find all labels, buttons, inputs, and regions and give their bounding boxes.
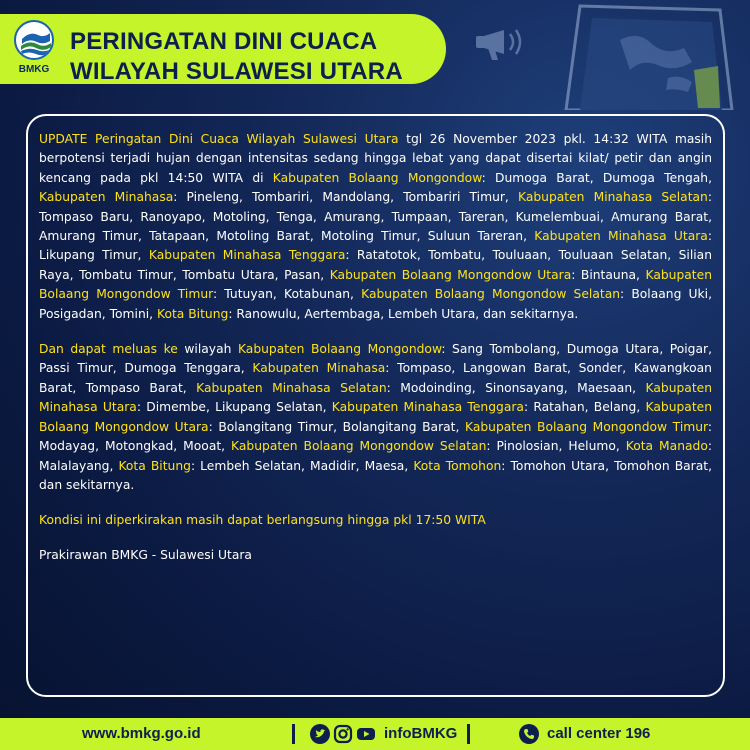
warning-text-segment: : Dumoga Barat, Dumoga Tengah, <box>481 170 713 185</box>
highlighted-region-name: Kabupaten Minahasa Tenggara <box>331 400 524 415</box>
highlighted-region-name: Kabupaten Bolaang Mongondow Selatan <box>231 439 487 454</box>
warning-paragraph-spread <box>39 340 712 495</box>
footer-divider <box>467 724 470 744</box>
warning-text-segment: : Pinolosian, Helumo, <box>486 439 626 454</box>
signature-text: Prakirawan BMKG - Sulawesi Utara <box>39 547 252 562</box>
warning-text-segment: : Bolaang Uki, Posigadan, Tomini, <box>39 287 712 321</box>
warning-text-segment: : Bolangitang Timur, Bolangitang Barat, <box>208 419 465 434</box>
warning-content-box <box>26 114 725 697</box>
highlighted-region-name: Kabupaten Minahasa Utara <box>534 229 708 244</box>
highlighted-region-name: Kabupaten Bolaang Mongondow Selatan <box>361 287 621 302</box>
logo-text: BMKG <box>18 64 50 75</box>
highlighted-region-name: Kota Bitung <box>118 458 191 473</box>
highlighted-region-name: Kabupaten Minahasa Selatan <box>196 380 387 395</box>
warning-text-segment: : Tompaso, Langowan Barat, Sonder, Kawangkoan Barat, Tompaso Barat, <box>39 361 712 395</box>
website-link[interactable]: www.bmkg.go.id <box>82 725 201 742</box>
highlighted-region-name: UPDATE Peringatan Dini Cuaca Wilayah Sulawesi Utara <box>39 132 399 146</box>
twitter-icon[interactable] <box>310 724 330 744</box>
highlighted-region-name: Kabupaten Minahasa Tenggara <box>148 248 346 263</box>
highlighted-region-name: Kabupaten Minahasa <box>39 190 174 205</box>
highlighted-region-name: Kabupaten Minahasa Selatan <box>517 190 708 205</box>
highlighted-region-name: Kabupaten Bolaang Mongondow <box>237 342 442 357</box>
condition-text: Kondisi ini diperkirakan masih dapat berlangsung hingga pkl 17:50 WITA <box>39 513 486 528</box>
title-line-1: PERINGATAN DINI CUACA <box>70 28 378 55</box>
youtube-icon[interactable] <box>356 724 376 744</box>
highlighted-region-name: Kabupaten Bolaang Mongondow Utara <box>329 267 572 282</box>
warning-text-segment: : Bintauna, <box>571 267 646 282</box>
header-banner <box>0 14 446 84</box>
highlighted-region-name: Kabupaten Minahasa <box>252 361 386 376</box>
highlighted-region-name: Kabupaten Bolaang Mongondow Timur <box>39 267 712 302</box>
highlighted-region-name: Kabupaten Bolaang Mongondow Timur <box>464 419 708 434</box>
warning-text-segment: : Malalayang, <box>39 439 713 473</box>
warning-text-segment: : Ratahan, Belang, <box>523 400 646 415</box>
warning-text-segment: : Tutuyan, Kotabunan, <box>212 287 362 302</box>
phone-megaphone-decoration <box>470 0 750 110</box>
social-handle[interactable]: infoBMKG <box>384 725 458 742</box>
warning-text-segment: : Pineleng, Tombariri, Mandolang, Tombariri Timur, <box>173 190 518 205</box>
highlighted-region-name: Kabupaten Bolaang Mongondow <box>272 170 482 185</box>
highlighted-region-name: Kota Bitung <box>157 306 229 321</box>
instagram-icon[interactable] <box>333 724 353 744</box>
warning-paragraph-current <box>39 130 712 324</box>
footer-bar <box>0 718 750 750</box>
warning-text-segment: : Dimembe, Likupang Selatan, <box>136 400 332 415</box>
highlighted-region-name: Kota Tomohon <box>413 458 502 473</box>
megaphone-icon <box>476 30 520 60</box>
bmkg-logo-emblem <box>14 20 54 60</box>
highlighted-region-name: Dan dapat meluas ke <box>39 342 178 357</box>
warning-text-segment: : Lembeh Selatan, Madidir, Maesa, <box>190 458 414 473</box>
warning-text-segment: : Ranowulu, Aertembaga, Lembeh Utara, dan sekitarnya. <box>228 306 579 321</box>
warning-text-segment: : Ratatotok, Tombatu, Touluaan, Touluaan Selatan, Silian Raya, Tombatu Timur, Tombatu Utara, Pasan, <box>39 248 713 282</box>
warning-text-segment: : Sang Tombolang, Dumoga Utara, Poigar, Passi Timur, Dumoga Tenggara, <box>39 342 712 376</box>
warning-text-segment: tgl 26 November 2023 pkl. 14:32 WITA masih berpotensi terjadi hujan dengan intensitas sedang hingga lebat yang dapat disertai kilat/ petir dan angin kencang pada pkl 14:50 WITA di <box>39 132 712 185</box>
warning-text-segment: : Modayag, Motongkad, Mooat, <box>39 419 713 454</box>
phone-map-icon <box>566 6 732 110</box>
warning-text-segment: : Tompaso Baru, Ranoyapo, Motoling, Tenga, Amurang, Tumpaan, Tareran, Kumelembuai, Amurang Barat, Amurang Timur, Tatapaan, Motoling Barat, Motoling Timur, Suluun Tareran, <box>39 190 712 244</box>
highlighted-region-name: Kabupaten Bolaang Mongondow Utara <box>39 400 713 434</box>
bmkg-logo <box>12 20 56 78</box>
phone-icon <box>519 724 539 744</box>
warning-text-segment: wilayah <box>177 342 238 357</box>
warning-text-segment: : Tomohon Utara, Tomohon Barat, dan sekitarnya. <box>39 458 712 492</box>
warning-text-segment: : Likupang Timur, <box>39 229 712 263</box>
warning-text-segment: : Modoinding, Sinonsayang, Maesaan, <box>386 380 646 395</box>
highlighted-region-name: Kabupaten Minahasa Utara <box>39 380 713 415</box>
call-center-text[interactable]: call center 196 <box>547 725 651 742</box>
footer-divider <box>292 724 295 744</box>
title-line-2: WILAYAH SULAWESI UTARA <box>70 58 403 85</box>
highlighted-region-name: Kota Manado <box>625 439 708 454</box>
